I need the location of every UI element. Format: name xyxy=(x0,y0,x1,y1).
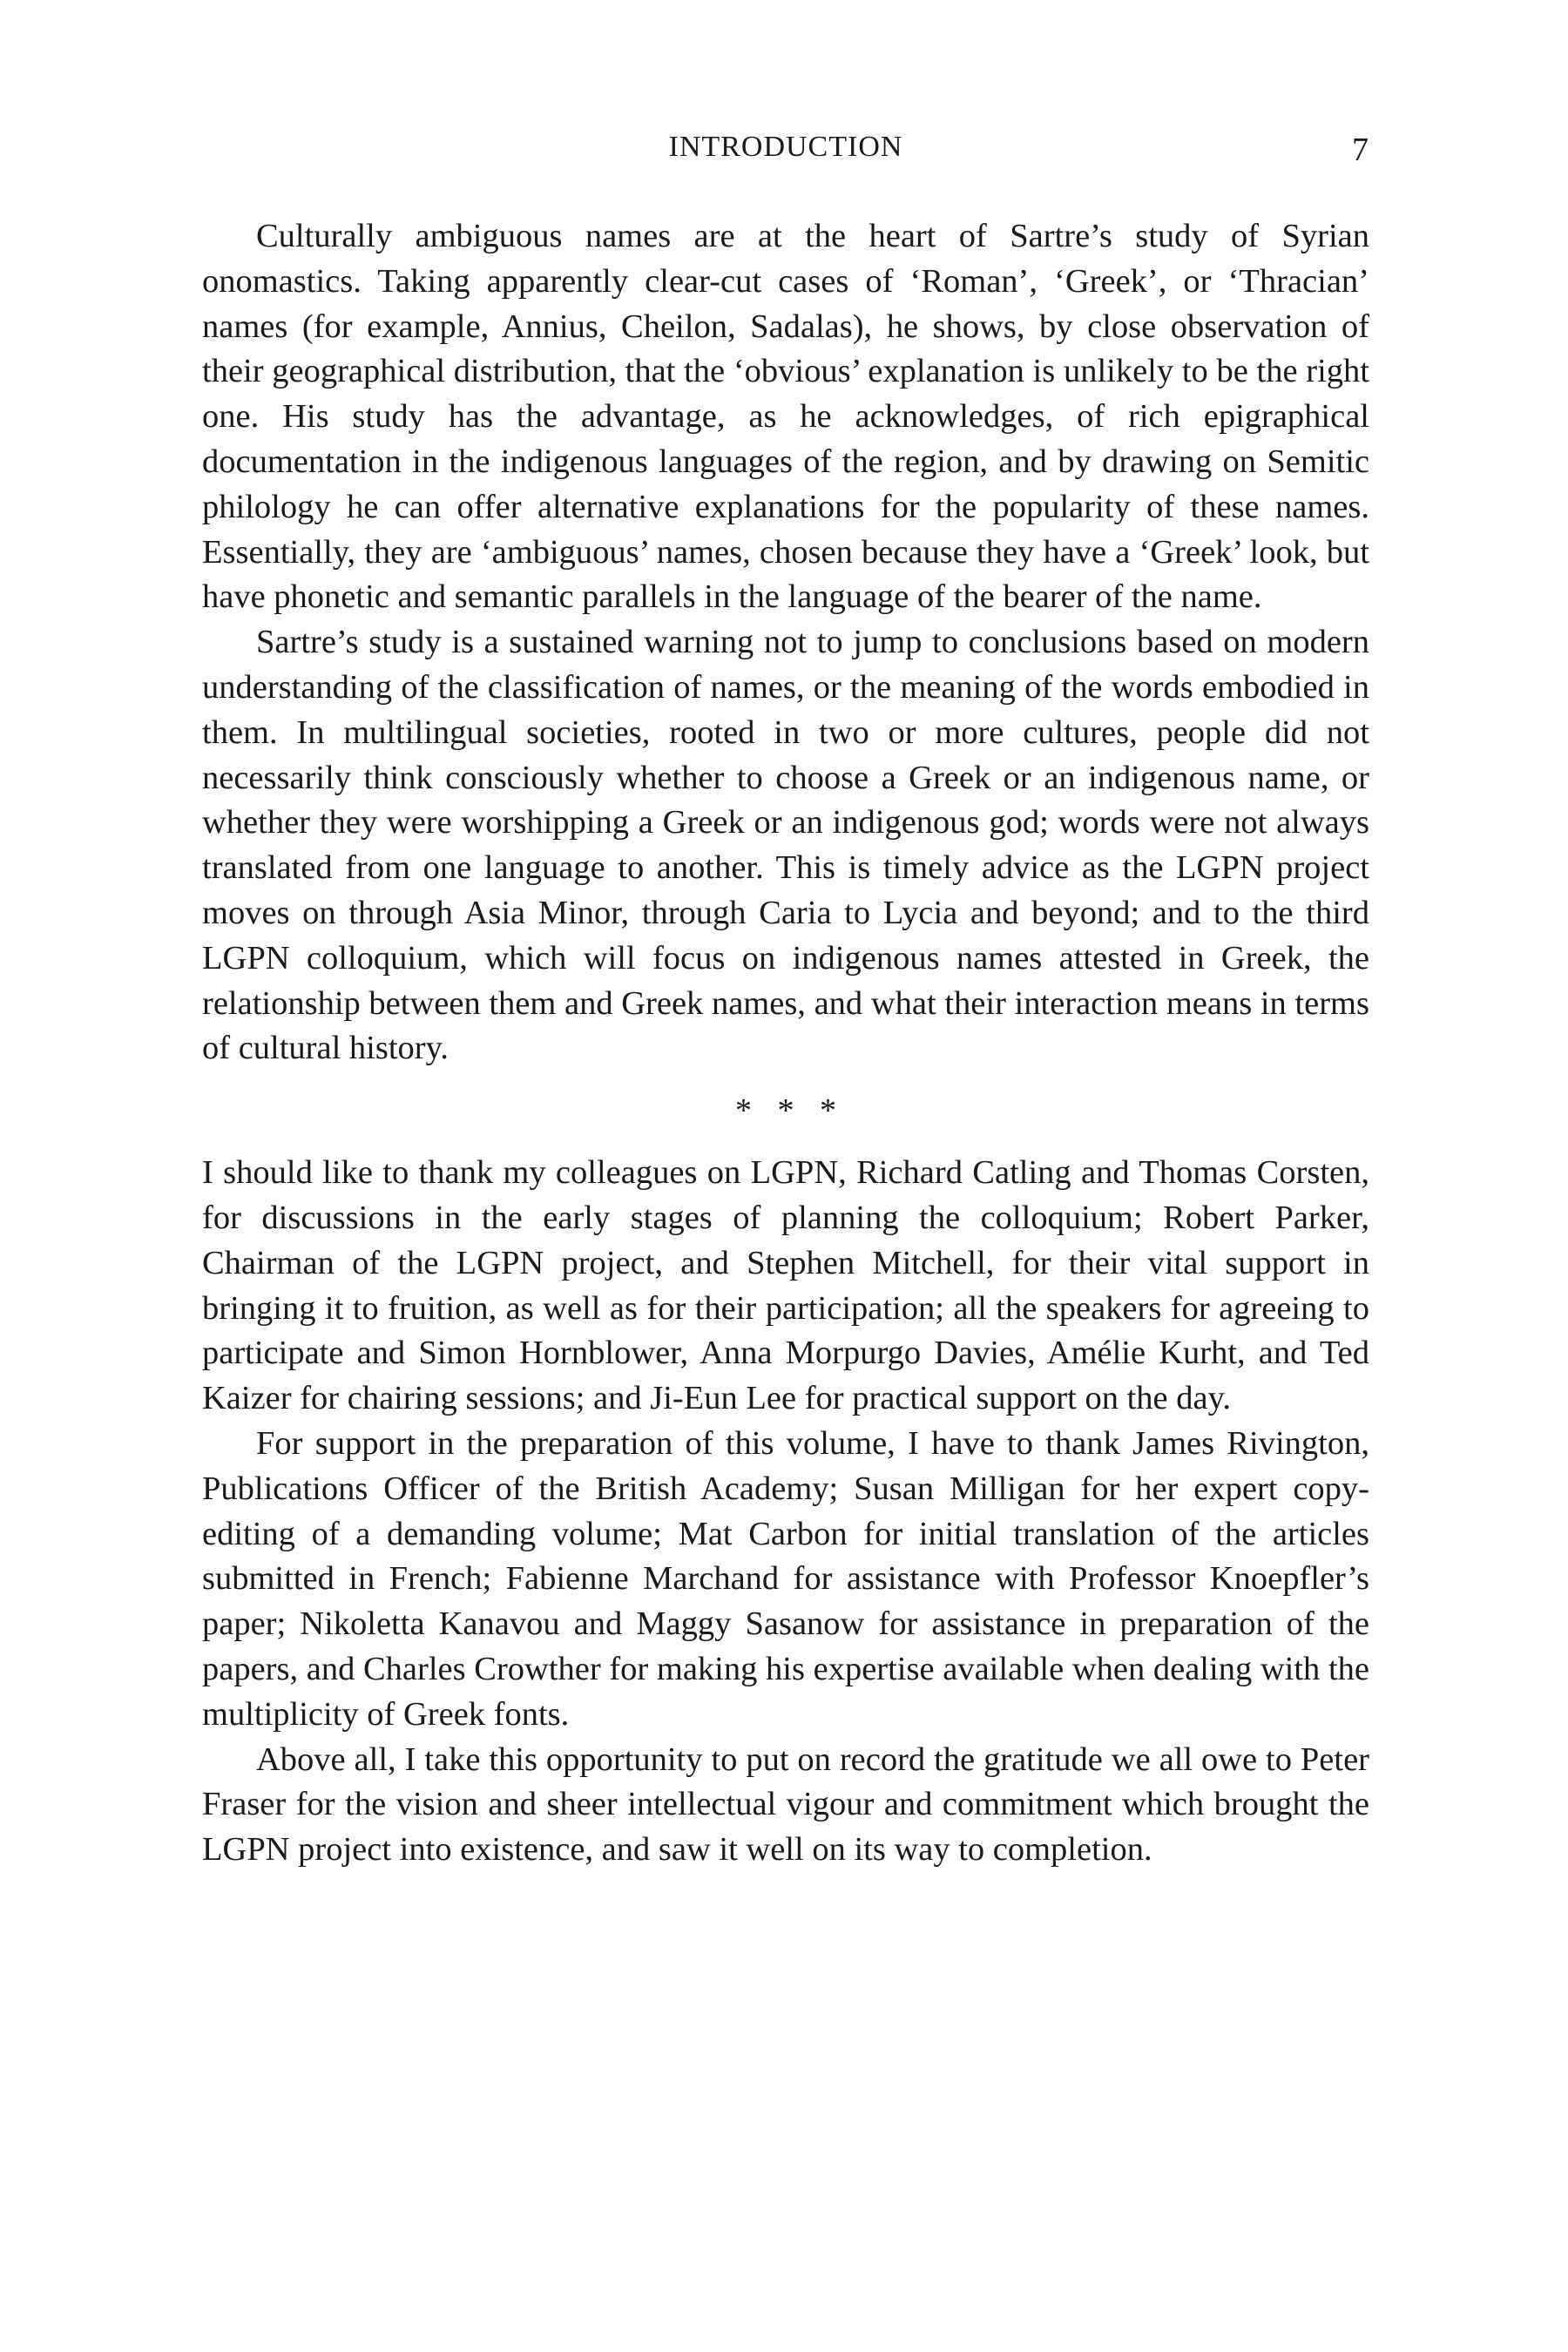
section-break: * * * xyxy=(735,1092,845,1130)
paragraph-sartre-warning: Sartre’s study is a sustained warning not to jump to conclusions based on modern understanding of the classification of names, or the meaning of the words embodied in them. In multilingual societies, rooted in two or more cultures, people did not necessarily think consciously whether to choose a Greek or an indigenous name, or whether they were worshipping a Greek or an indigenous god; words were not always translated from one language to another. This is timely advice as the LGPN project moves on through Asia Minor, through Caria to Lycia and beyond; and to the third LGPN colloquium, which will focus on indigenous names attested in Greek, the relationship between them and Greek names, and what their interaction means in terms of cultural history. xyxy=(202,624,1369,1067)
paragraph-acknowledgements-volume: For support in the preparation of this volume, I have to thank James Rivington, Publications Officer of the British Academy; Susan Milligan for her expert copy-editing of a demanding volume; Mat Carbon for initial translation of the articles submitted in French; Fabienne Marchand for assistance with Professor Knoepfler’s paper; Nikoletta Kanavou and Maggy Sasanow for assistance in preparation of the papers, and Charles Crowther for making his expertise available when dealing with the multiplicity of Greek fonts. xyxy=(202,1424,1369,1733)
running-title: INTRODUCTION xyxy=(668,131,903,163)
body-text xyxy=(202,214,1369,1873)
paragraph-acknowledgements-colloquium: I should like to thank my colleagues on LGPN, Richard Catling and Thomas Corsten, for discussions in the early stages of planning the colloquium; Robert Parker, Chairman of the LGPN project, and Stephen Mitchell, for their vital support in bringing it to fruition, as well as for their participation; all the speakers for agreeing to participate and Simon Hornblower, Anna Morpurgo Davies, Amélie Kurht, and Ted Kaizer for chairing sessions; and Ji-Eun Lee for practical support on the day. xyxy=(202,1154,1369,1417)
page-number: 7 xyxy=(1352,132,1369,168)
book-page xyxy=(202,131,1369,1873)
paragraph-sartre-onomastics: Culturally ambiguous names are at the heart of Sartre’s study of Syrian onomastics. Taking apparently clear-cut cases of ‘Roman’, ‘Greek’, or ‘Thracian’ names (for example, Annius, Cheilon, Sadalas), he shows, by close observation of their geographical distribution, that the ‘obvious’ explanation is unlikely to be the right one. His study has the advantage, as he acknowledges, of rich epigraphical documentation in the indigenous languages of the region, and by drawing on Semitic philology he can offer alternative explanations for the popularity of these names. Essentially, they are ‘ambiguous’ names, chosen because they have a ‘Greek’ look, but have phonetic and semantic parallels in the language of the bearer of the name. xyxy=(202,218,1369,616)
paragraph-gratitude-fraser: Above all, I take this opportunity to put on record the gratitude we all owe to Peter Fraser for the vision and sheer intellectual vigour and commitment which brought the LGPN project into existence, and saw it well on its way to completion. xyxy=(202,1740,1369,1869)
running-head xyxy=(202,131,1369,183)
